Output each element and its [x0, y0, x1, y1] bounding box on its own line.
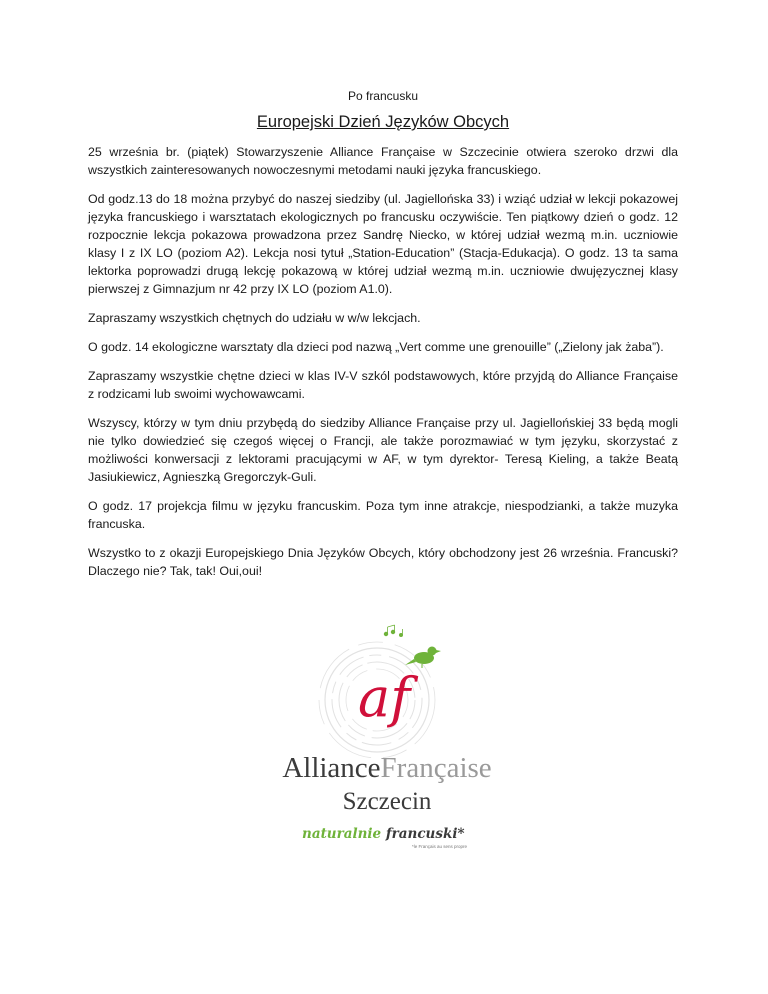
paragraph: Zapraszamy wszystkie chętne dzieci w klas IV-V szkól podstawowych, które przyjdą do Alliance Française z rodzicami lub swoimi wychowawcami.: [88, 369, 678, 401]
logo-name-alliance: Alliance: [282, 752, 381, 784]
document-title: Europejski Dzień Języków Obcych: [256, 113, 510, 131]
document-kicker: Po francusku: [347, 89, 419, 103]
af-monogram: af: [358, 666, 411, 729]
music-notes-icon: [384, 625, 402, 637]
logo-city: Szczecin: [342, 788, 432, 815]
document-body: [88, 143, 678, 591]
logo-tagline: [302, 826, 512, 842]
paragraph: O godz. 14 ekologiczne warsztaty dla dzieci pod nazwą „Vert comme une grenouille” („Zielony jak żaba”).: [88, 340, 664, 354]
paragraph: Wszyscy, którzy w tym dniu przybędą do siedziby Alliance Française przy ul. Jagiellońskiej 33 będą mogli nie tylko dowiedzieć się czegoś więcej o Francji, ale także porozmawiać w tym języku, skorzystać z możliwości konwersacji z lektorami pracującymi w AF, w tym dyrektor- Teresą Kieling, a także Beatą Jasiukiewicz, Agnieszką Gregorczyk-Guli.: [88, 416, 678, 484]
logo-emblem: [262, 618, 512, 758]
logo-name: [262, 752, 512, 785]
tagline-footnote: *le Français au sens propre: [412, 844, 468, 849]
paragraph: Wszystko to z okazji Europejskiego Dnia Języków Obcych, który obchodzony jest 26 września. Francuski? Dlaczego nie? Tak, tak! Oui,oui!: [88, 546, 678, 578]
alliance-francaise-logo: [262, 618, 512, 858]
logo-name-francaise: Française: [380, 752, 492, 784]
paragraph: Od godz.13 do 18 można przybyć do naszej siedziby (ul. Jagiellońska 33) i wziąć udział w lekcji pokazowej języka francuskiego i warsztatach ekologicznych po francusku oczywiście. Ten piątkowy dzień o godz. 12 rozpocznie lekcja pokazowa prowadzona przez Sandrę Niecko, w której udział wezmą m.in. uczniowie klasy I z IX LO (poziom A2). Lekcja nosi tytuł „Station-Education” (Stacja-Edukacja). O godz. 13 ta sama lektorka poprowadzi drugą lekcję pokazową w której udział wezmą m.in. uczniowie dwujęzycznej klasy pierwszej z Gimnazjum nr 42 przy IX LO (poziom A1.0).: [88, 192, 678, 296]
tagline-naturalnie: naturalnie: [302, 826, 382, 842]
tagline-francuski: francuski*: [385, 826, 465, 842]
paragraph: O godz. 17 projekcja filmu w języku francuskim. Poza tym inne atrakcje, niespodzianki, a także muzyka francuska.: [88, 499, 678, 531]
paragraph: Zapraszamy wszystkich chętnych do udziału w w/w lekcjach.: [88, 311, 421, 325]
paragraph: 25 września br. (piątek) Stowarzyszenie Alliance Française w Szczecinie otwiera szeroko drzwi dla wszystkich zainteresowanych nowoczesnymi metodami nauki języka francuskiego.: [88, 145, 678, 177]
